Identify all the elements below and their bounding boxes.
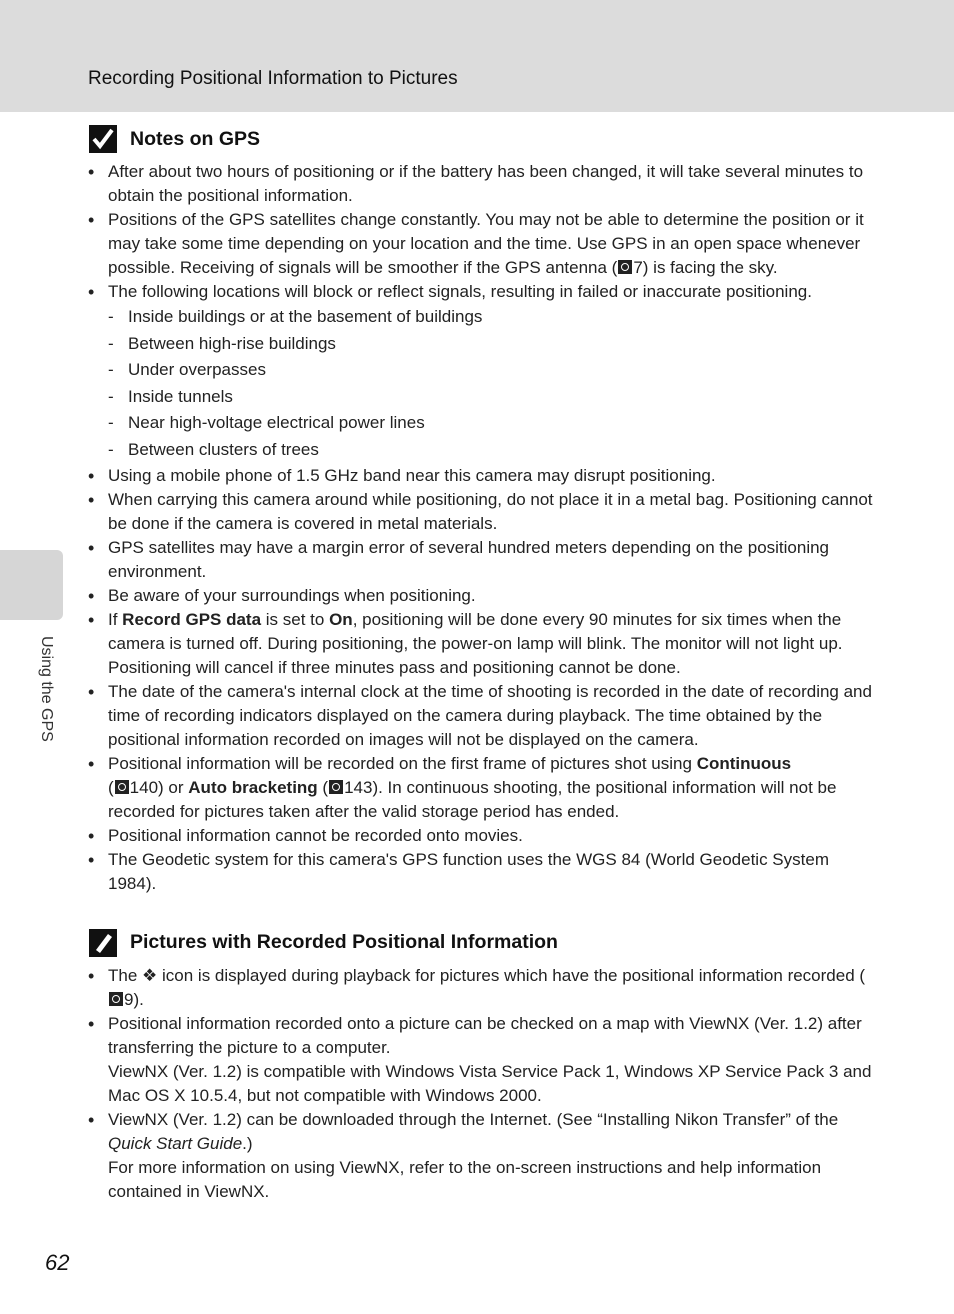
location-item: - Inside tunnels [108,384,878,411]
reference-icon [329,780,343,794]
pencil-note-icon [88,928,118,958]
check-note-icon [88,124,118,154]
pictures-list [88,964,878,1204]
list-item: • Using a mobile phone of 1.5 GHz band near this camera may disrupt positioning. [88,464,878,488]
page-header-title: Recording Positional Information to Pictures [88,68,458,89]
chapter-label: Using the GPS [38,636,55,742]
section-title: Notes on GPS [130,127,261,150]
list-item: • Positional information recorded onto a picture can be checked on a map with ViewNX (Ver. 1.2) after transferring the picture to a computer. ViewNX (Ver. 1.2) is compatible with Windows Vista Service Pack 1, Windows XP Service Pack 3 and Mac OS X 10.5.4, but not compatible with Windows 2000. [88,1012,878,1108]
gps-icon: ❖ [142,965,158,985]
list-item: • GPS satellites may have a margin error of several hundred meters depending on the positioning environment. [88,536,878,584]
list-item: • The ❖ icon is displayed during playback for pictures which have the positional information recorded (9). [88,964,878,1012]
main-content [88,124,878,1204]
location-item: - Under overpasses [108,357,878,384]
chapter-tab [0,550,63,620]
list-item: • The following locations will block or reflect signals, resulting in failed or inaccurate positioning. - Inside buildings or at the basement of buildings - Between high-rise buildings - Under overpasses - Inside tunnels - Near high-voltage electrical power lines - Between clusters of trees [88,280,878,464]
list-item: • The date of the camera's internal clock at the time of shooting is recorded in the date of recording and time of recording indicators displayed on the camera during playback. The time obtained by the positional information recorded on images will not be displayed on the camera. [88,680,878,752]
list-item: • When carrying this camera around while positioning, do not place it in a metal bag. Positioning cannot be done if the camera is covered in metal materials. [88,488,878,536]
location-item: - Near high-voltage electrical power lines [108,410,878,437]
locations-list [108,304,878,464]
notes-list [88,160,878,896]
section-title: Pictures with Recorded Positional Information [130,931,558,954]
list-item: • Positions of the GPS satellites change constantly. You may not be able to determine the position or it may take some time depending on your location and the time. Use GPS in an open space whenever possible. Receiving of signals will be smoother if the GPS antenna ( 7) is facing the sky. [88,208,878,280]
list-item: • If Record GPS data is set to On, positioning will be done every 90 minutes for six times when the camera is turned off. During positioning, the power-on lamp will blink. The monitor will not light up. Positioning will cancel if three minutes pass and positioning cannot be done. [88,608,878,680]
section-notes-on-gps-heading [88,124,878,154]
header-band [0,0,954,112]
section-pictures-heading [88,928,878,958]
list-item: • ViewNX (Ver. 1.2) can be downloaded through the Internet. (See “Installing Nikon Transfer” of the Quick Start Guide.) For more information on using ViewNX, refer to the on-screen instructions and help information contained in ViewNX. [88,1108,878,1204]
list-item: • Positional information cannot be recorded onto movies. [88,824,878,848]
location-item: - Inside buildings or at the basement of buildings [108,304,878,331]
reference-icon [115,780,129,794]
reference-icon [109,992,123,1006]
page-number: 62 [45,1250,70,1275]
location-item: - Between clusters of trees [108,437,878,464]
reference-icon [618,260,632,274]
list-item: • Positional information will be recorded on the first frame of pictures shot using Continuous ( 140) or Auto bracketing ( 143). In continuous shooting, the positional information will not be recorded for pictures taken after the valid storage period has ended. [88,752,878,824]
location-item: - Between high-rise buildings [108,331,878,358]
list-item: • The Geodetic system for this camera's GPS function uses the WGS 84 (World Geodetic System 1984). [88,848,878,896]
list-item: • Be aware of your surroundings when positioning. [88,584,878,608]
list-item: • After about two hours of positioning or if the battery has been changed, it will take several minutes to obtain the positional information. [88,160,878,208]
